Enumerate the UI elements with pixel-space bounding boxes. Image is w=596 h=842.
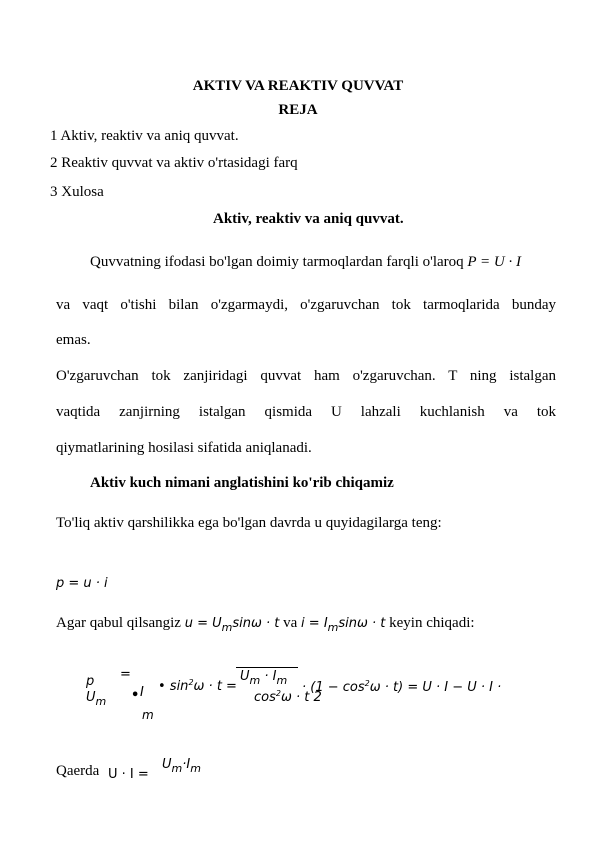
plan-item-2: 2 Reaktiv quvvat va aktiv o'rtasidagi farq <box>50 155 298 171</box>
current-formula: $i = I_m\sin\omega \cdot t$ <box>301 616 386 634</box>
voltage-formula: $u = U_m\sin\omega \cdot t$ <box>184 616 280 634</box>
formula-im-sub: m <box>142 708 154 722</box>
assumption-mid: va <box>283 615 298 631</box>
formula-bullet: • <box>131 688 140 703</box>
paragraph-2-line-3: qiymatlarining hosilasi sifatida aniqlanadi. <box>56 440 312 456</box>
section-title: Aktiv, reaktiv va aniq quvvat. <box>213 211 404 227</box>
formula-im: I <box>140 685 144 700</box>
paragraph-3: To'liq aktiv qarshilikka ega bo'lgan davrda u quyidagilarga teng: <box>56 515 442 531</box>
formula-equals: = <box>120 667 131 682</box>
fraction-denominator: $\cos^2\omega \cdot t$ 2 <box>254 689 322 705</box>
formula-um: $U_m$ <box>86 690 107 708</box>
assumption-prefix: Agar qabul qilsangiz <box>56 615 181 631</box>
paragraph-1-line-3: emas. <box>56 332 91 348</box>
fraction-numerator: $U_m \cdot I_m$ <box>240 669 288 687</box>
formula-instant-power: p = u · i <box>56 576 108 591</box>
formula-sin-term: • $\sin^2\omega \cdot t$ = <box>158 678 237 694</box>
document-title: AKTIV VA REAKTIV QUVVAT <box>192 78 404 94</box>
paragraph-1-text: Quvvatning ifodasi bo'lgan doimiy tarmoqlardan farqli o'laroq <box>90 254 464 270</box>
paragraph-1-line-2: va vaqt o'tishi bilan o'zgarmaydi, o'zgaruvchan tok tarmoqlarida bunday <box>56 297 556 313</box>
plan-item-3: 3 Xulosa <box>50 184 104 200</box>
fraction-bar <box>236 667 298 668</box>
formula-p-symbol: p <box>86 674 95 689</box>
dc-power-formula: P = U · I <box>467 254 521 270</box>
subheading: Aktiv kuch nimani anglatishini ko'rib chiqamiz <box>90 475 394 491</box>
paragraph-2-line-1: O'zgaruvchan tok zanjiridagi quvvat ham o'zgaruvchan. T ning istalgan <box>56 368 556 384</box>
where-lhs: U · I = <box>108 767 149 782</box>
assumption-line <box>56 615 475 632</box>
formula-tail: · $(1 - \cos^2\omega \cdot t) = U \cdot I - U \cdot I$ · <box>302 679 502 695</box>
paragraph-2-line-2: vaqtida zanjirning istalgan qismida U lahzali kuchlanish va tok <box>56 404 556 420</box>
where-rhs: $U_m\cdot I_m$ <box>162 757 201 775</box>
paragraph-1-line-1 <box>90 254 521 271</box>
where-label: Qaerda <box>56 763 100 779</box>
plan-item-1: 1 Aktiv, reaktiv va aniq quvvat. <box>50 128 239 144</box>
plan-heading: REJA <box>278 102 318 118</box>
assumption-suffix: keyin chiqadi: <box>389 615 475 631</box>
